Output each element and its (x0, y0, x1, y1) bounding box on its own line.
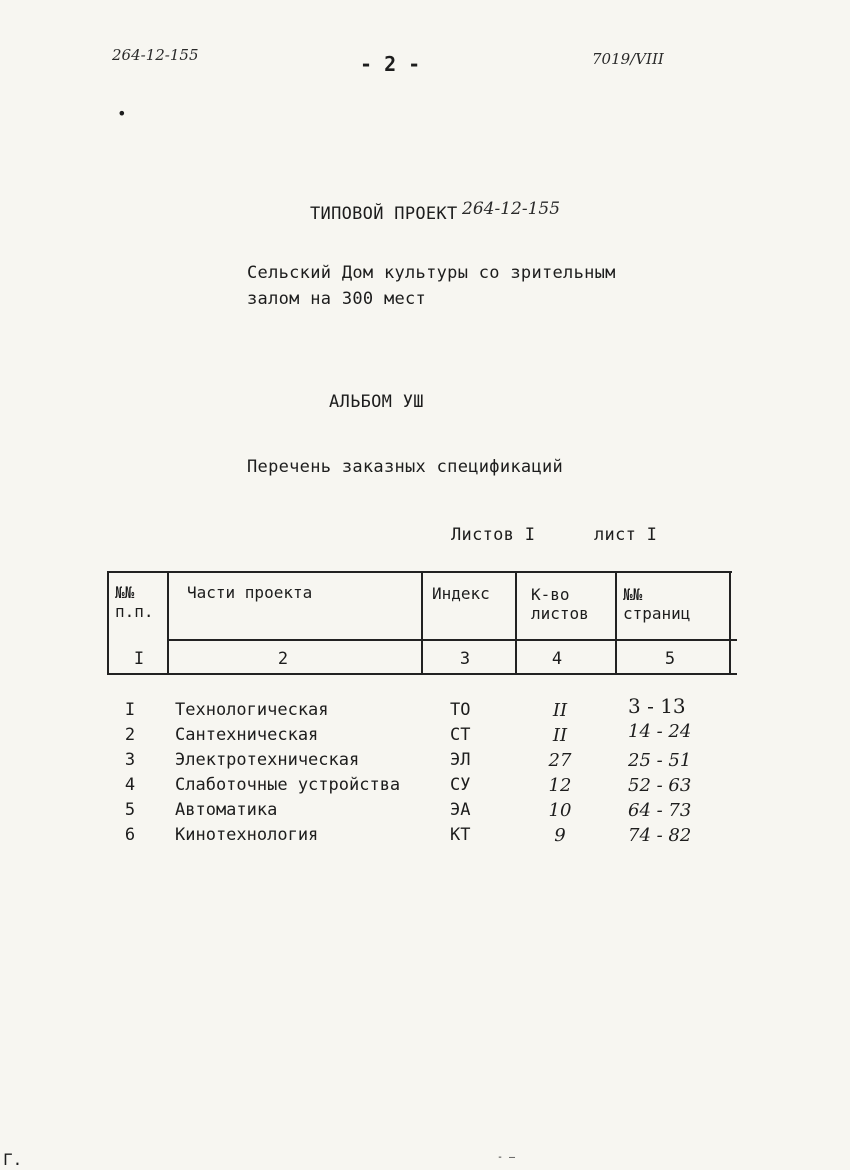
table-row (0, 775, 850, 800)
header-count (531, 585, 589, 623)
row-index: СТ (450, 725, 471, 745)
handwritten-archive-code-right: 7019/VIII (592, 50, 664, 68)
row-pages: 14 - 24 (628, 721, 692, 742)
project-label: ТИПОВОЙ ПРОЕКТ (310, 204, 458, 224)
header-index: Индекс (432, 584, 490, 603)
row-sheet-count: II (552, 700, 568, 721)
row-index: ЭЛ (450, 750, 471, 770)
header-num-line-1: №№ (115, 583, 135, 602)
column-number-1: I (133, 649, 145, 669)
header-count-line-2: листов (531, 604, 589, 623)
table-top-border (107, 571, 732, 573)
column-number-5: 5 (664, 649, 676, 669)
row-part-name: Автоматика (175, 800, 278, 820)
footer-dash: - — (497, 1152, 516, 1163)
header-pages (623, 585, 690, 623)
table-row (0, 825, 850, 850)
table-col-divider-3 (515, 571, 517, 674)
handwritten-project-code-left: 264-12-155 (112, 46, 199, 64)
table-row (0, 750, 850, 775)
row-sheet-count: 9 (554, 825, 566, 846)
subtitle-line-2: залом на 300 мест (247, 289, 427, 309)
page-number: - 2 - (360, 52, 421, 76)
table-row (0, 721, 850, 750)
row-pages: 52 - 63 (628, 775, 692, 796)
row-sheet-count: 10 (548, 800, 572, 821)
column-number-3: 3 (459, 649, 471, 669)
row-sheet-count: 27 (548, 750, 572, 771)
table-row (0, 694, 850, 725)
row-number: 4 (124, 775, 136, 795)
row-sheet-count: 12 (548, 775, 572, 796)
table-header (107, 571, 737, 674)
header-parts: Части проекта (187, 583, 313, 602)
row-pages: 3 - 13 (628, 694, 686, 718)
row-part-name: Слаботочные устройства (175, 775, 401, 795)
row-index: ЭА (450, 800, 471, 820)
table-header-divider (167, 639, 737, 641)
row-part-name: Технологическая (175, 700, 329, 720)
table-row (0, 800, 850, 825)
subtitle-line-1: Сельский Дом культуры со зрительным (247, 263, 616, 283)
header-count-line-1: К-во (531, 585, 570, 604)
row-number: 6 (124, 825, 136, 845)
header-num-line-2: п.п. (115, 602, 154, 621)
album-heading: АЛЬБОМ УШ (329, 392, 424, 412)
row-part-name: Сантехническая (175, 725, 319, 745)
column-number-4: 4 (551, 649, 563, 669)
header-pages-line-1: №№ (623, 585, 643, 604)
row-index: КТ (450, 825, 471, 845)
sheets-total: Листов I (451, 525, 536, 545)
header-num (115, 583, 154, 621)
handwritten-project-code: 264-12-155 (462, 199, 561, 219)
corner-mark: Г. (3, 1150, 23, 1169)
row-number: 5 (124, 800, 136, 820)
row-number: 2 (124, 725, 136, 745)
dot-mark: • (117, 104, 127, 123)
row-number: I (124, 700, 136, 720)
row-sheet-count: II (552, 725, 568, 746)
row-pages: 64 - 73 (628, 800, 692, 821)
table-col-divider-2 (421, 571, 423, 674)
sheet-number: лист I (594, 525, 658, 545)
row-index: СУ (450, 775, 471, 795)
table-right-border (729, 571, 731, 674)
row-index: ТО (450, 700, 471, 720)
header-pages-line-2: страниц (623, 604, 691, 623)
list-title: Перечень заказных спецификаций (247, 457, 564, 477)
table-left-border (107, 571, 109, 674)
row-pages: 25 - 51 (628, 750, 692, 771)
row-pages: 74 - 82 (628, 825, 692, 846)
row-part-name: Электротехническая (175, 750, 360, 770)
row-number: 3 (124, 750, 136, 770)
table-col-divider-4 (615, 571, 617, 674)
row-part-name: Кинотехнология (175, 825, 319, 845)
column-number-2: 2 (277, 649, 289, 669)
table-col-divider-1 (167, 571, 169, 674)
